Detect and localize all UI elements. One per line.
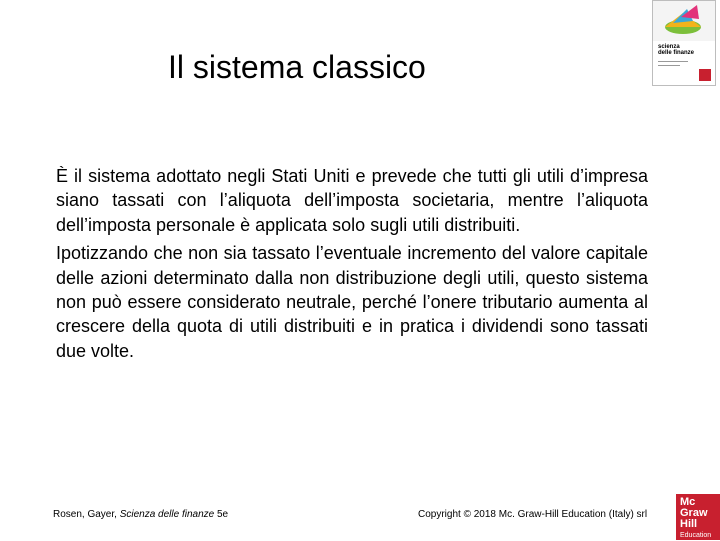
cover-artwork [653, 1, 715, 41]
cover-publisher-logo [699, 69, 711, 81]
mcgraw-hill-logo: Mc Graw Hill Education [676, 494, 720, 540]
book-cover-thumbnail [652, 0, 716, 86]
body-paragraph: Ipotizzando che non sia tassato l’eventuale incremento del valore capitale delle azioni determinato dalla non distribuzione degli utili, questo sistema non può essere considerato neutrale, perché l’onere tributario aumenta al crescere della quota di utili distribuiti e in pratica i dividendi sono tassati due volte. [56, 243, 648, 361]
footer-authors: Rosen, Gayer, [53, 509, 120, 520]
body-paragraph: È il sistema adottato negli Stati Uniti e prevede che tutti gli utili d’impresa siano tassati con l’aliquota dell’imposta societaria, mentre l’aliquota dell’imposta personale è applicata solo sugli utili distribuiti. [56, 166, 648, 235]
cover-text-line [658, 65, 680, 66]
slide-body [56, 164, 648, 367]
cover-title: scienza delle finanze [658, 44, 695, 56]
slide-title: Il sistema classico [168, 49, 426, 85]
footer-copyright: Copyright © 2018 Mc. Graw-Hill Education (Italy) srl [418, 509, 648, 520]
footer-edition: 5e [214, 509, 229, 520]
footer-book-title: Scienza delle finanze [119, 509, 215, 520]
footer-citation [53, 509, 228, 520]
cover-text-line [658, 61, 688, 62]
